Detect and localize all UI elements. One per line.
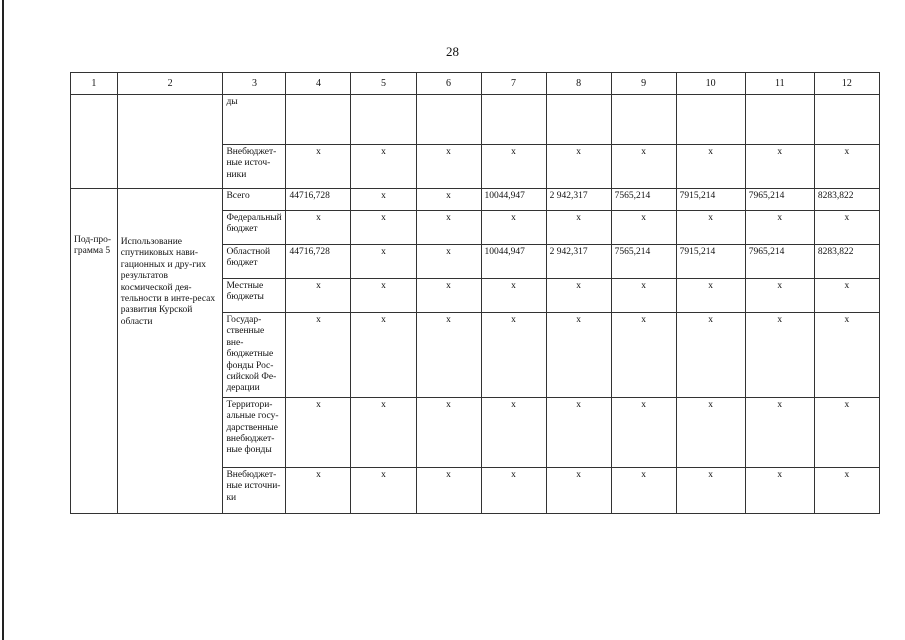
value-cell: 2 942,317: [546, 245, 611, 279]
value-cell: [611, 95, 676, 145]
value-cell: x: [351, 145, 416, 189]
column-header: 10: [676, 73, 745, 95]
value-cell: 7915,214: [676, 189, 745, 211]
value-cell: x: [814, 467, 879, 513]
value-cell: [546, 95, 611, 145]
value-cell: x: [286, 467, 351, 513]
value-cell: x: [416, 189, 481, 211]
value-cell: 7565,214: [611, 189, 676, 211]
value-cell: x: [546, 467, 611, 513]
value-cell: x: [416, 145, 481, 189]
value-cell: x: [351, 211, 416, 245]
value-cell: 7915,214: [676, 245, 745, 279]
funding-source: Областной бюджет: [223, 245, 286, 279]
value-cell: x: [676, 211, 745, 245]
funding-source: Местные бюджеты: [223, 279, 286, 313]
scan-margin-line: [2, 0, 4, 640]
funding-source: Внебюджет-ные источни-ки: [223, 467, 286, 513]
value-cell: x: [481, 397, 546, 467]
funding-source: ды: [223, 95, 286, 145]
value-cell: x: [546, 145, 611, 189]
value-cell: x: [286, 211, 351, 245]
value-cell: 7965,214: [745, 189, 814, 211]
value-cell: x: [481, 145, 546, 189]
value-cell: 44716,728: [286, 245, 351, 279]
value-cell: x: [676, 397, 745, 467]
column-header: 8: [546, 73, 611, 95]
value-cell: x: [611, 467, 676, 513]
value-cell: [676, 95, 745, 145]
value-cell: x: [351, 245, 416, 279]
value-cell: x: [481, 467, 546, 513]
value-cell: [481, 95, 546, 145]
value-cell: x: [745, 145, 814, 189]
funding-source: Внебюджет-ные источ-ники: [223, 145, 286, 189]
column-header: 3: [223, 73, 286, 95]
value-cell: x: [676, 279, 745, 313]
value-cell: x: [611, 145, 676, 189]
value-cell: x: [481, 279, 546, 313]
value-cell: x: [416, 279, 481, 313]
subprogram-label: Под-про-грамма 5: [71, 189, 118, 514]
value-cell: x: [611, 313, 676, 398]
column-header: 1: [71, 73, 118, 95]
column-header: 4: [286, 73, 351, 95]
value-cell: [745, 95, 814, 145]
value-cell: x: [481, 211, 546, 245]
value-cell: x: [351, 279, 416, 313]
value-cell: x: [351, 397, 416, 467]
value-cell: x: [745, 397, 814, 467]
budget-table: [70, 72, 880, 514]
funding-source: Всего: [223, 189, 286, 211]
value-cell: [814, 95, 879, 145]
value-cell: x: [286, 397, 351, 467]
value-cell: 44716,728: [286, 189, 351, 211]
column-header: 7: [481, 73, 546, 95]
funding-source: Государ-ственные вне-бюджетные фонды Рос-сийской Фе-дерации: [223, 313, 286, 398]
value-cell: x: [286, 279, 351, 313]
value-cell: x: [416, 467, 481, 513]
value-cell: x: [546, 313, 611, 398]
value-cell: 7565,214: [611, 245, 676, 279]
value-cell: x: [814, 313, 879, 398]
funding-source: Территори-альные госу-дарственные внебюджет-ные фонды: [223, 397, 286, 467]
value-cell: x: [351, 467, 416, 513]
value-cell: x: [416, 211, 481, 245]
value-cell: x: [745, 211, 814, 245]
value-cell: x: [611, 211, 676, 245]
value-cell: 2 942,317: [546, 189, 611, 211]
prev-program-label-cell: [71, 95, 118, 189]
value-cell: x: [351, 313, 416, 398]
header-row: [71, 73, 880, 95]
column-header: 9: [611, 73, 676, 95]
value-cell: x: [814, 211, 879, 245]
value-cell: x: [351, 189, 416, 211]
value-cell: x: [546, 279, 611, 313]
value-cell: x: [745, 467, 814, 513]
column-header: 5: [351, 73, 416, 95]
value-cell: x: [481, 313, 546, 398]
value-cell: x: [286, 145, 351, 189]
column-header: 6: [416, 73, 481, 95]
value-cell: x: [676, 313, 745, 398]
value-cell: x: [286, 313, 351, 398]
funding-source: Федеральный бюджет: [223, 211, 286, 245]
value-cell: 8283,822: [814, 189, 879, 211]
value-cell: 8283,822: [814, 245, 879, 279]
value-cell: [351, 95, 416, 145]
column-header: 11: [745, 73, 814, 95]
value-cell: x: [814, 397, 879, 467]
value-cell: x: [546, 397, 611, 467]
column-header: 2: [117, 73, 223, 95]
value-cell: x: [676, 467, 745, 513]
value-cell: x: [611, 397, 676, 467]
value-cell: x: [416, 397, 481, 467]
value-cell: x: [416, 245, 481, 279]
value-cell: x: [416, 313, 481, 398]
prev-program-name-cell: [117, 95, 223, 189]
value-cell: 10044,947: [481, 189, 546, 211]
value-cell: x: [745, 279, 814, 313]
value-cell: x: [546, 211, 611, 245]
value-cell: [416, 95, 481, 145]
value-cell: x: [745, 313, 814, 398]
page-number: 28: [446, 44, 459, 59]
value-cell: x: [676, 145, 745, 189]
table-row: [71, 189, 880, 211]
value-cell: 7965,214: [745, 245, 814, 279]
table-row: [71, 95, 880, 145]
value-cell: [286, 95, 351, 145]
value-cell: 10044,947: [481, 245, 546, 279]
column-header: 12: [814, 73, 879, 95]
subprogram-name: Использование спутниковых нави-гационных и дру-гих результатов космической дея-тельности в инте-ресах развития Курской области: [117, 189, 223, 514]
value-cell: x: [814, 279, 879, 313]
value-cell: x: [611, 279, 676, 313]
value-cell: x: [814, 145, 879, 189]
